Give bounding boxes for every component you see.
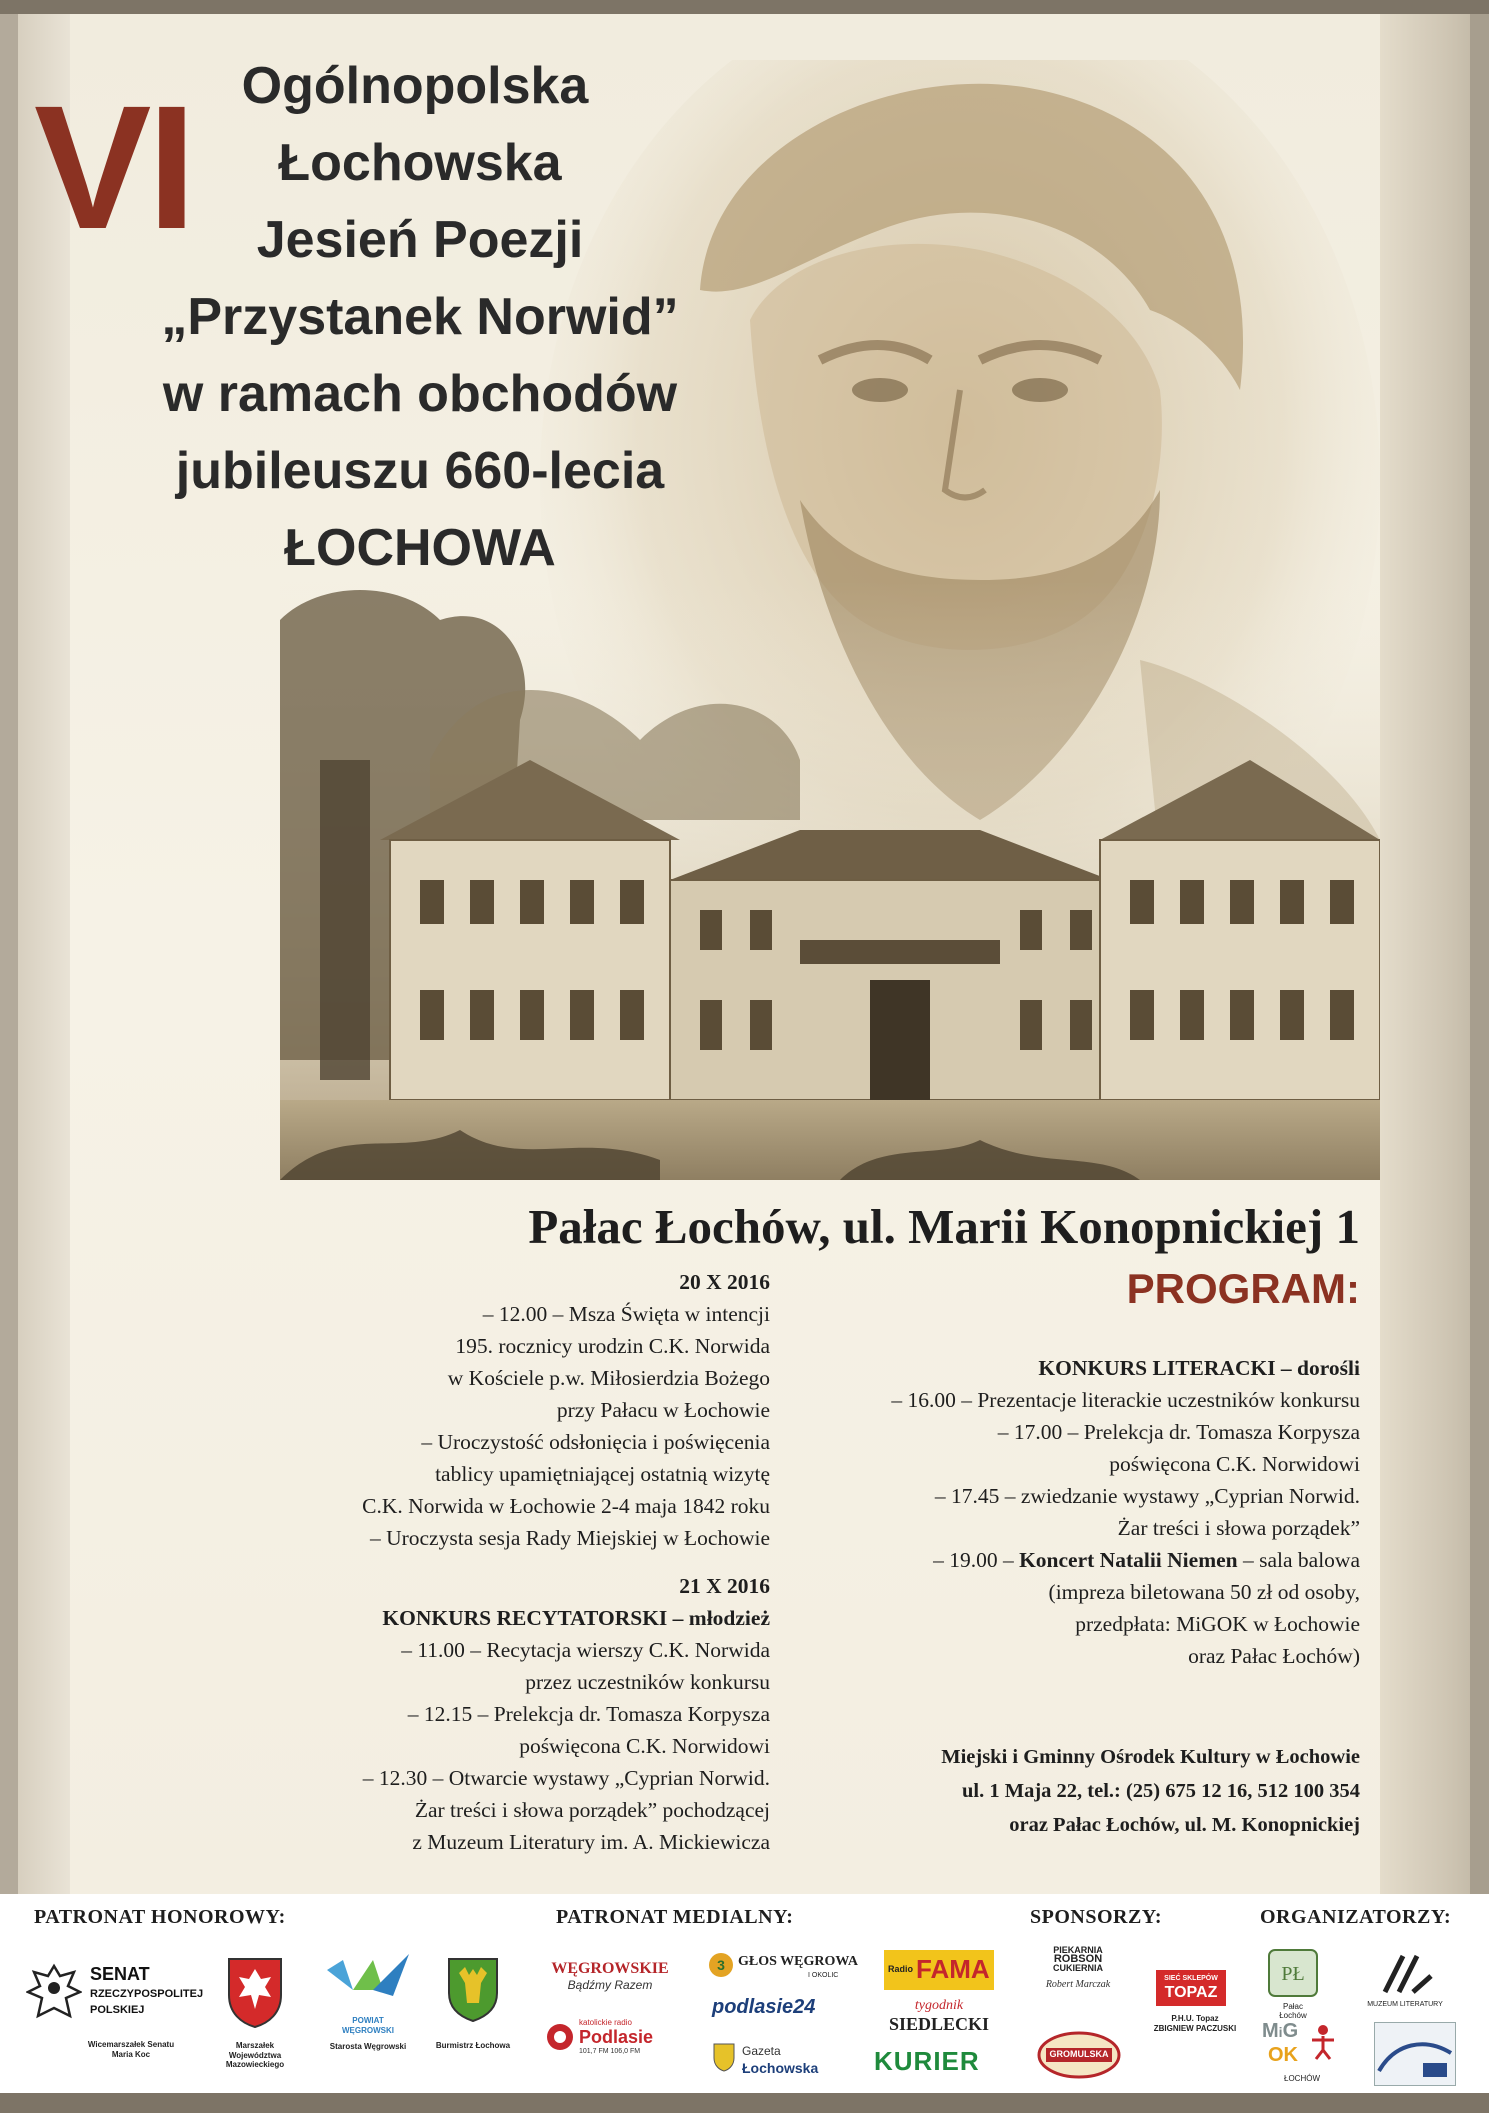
robson-bakery-logo	[1028, 1946, 1128, 2026]
migok-i: i	[1278, 2024, 1283, 2040]
wegrowskie-tagline: Bądźmy Razem	[567, 1978, 653, 1992]
right-border-line	[1470, 14, 1489, 1894]
podlasie24-logo	[712, 1996, 862, 2022]
honorary-patronage-heading: PATRONAT HONOROWY:	[34, 1906, 286, 1928]
program-line: poświęcona C.K. Norwidowi	[519, 1734, 770, 1758]
portrait-eye-right	[1012, 378, 1068, 402]
burmistrz-caption: Burmistrz Łochowa	[435, 2041, 511, 2050]
exhibition-poster-thumbnail	[1374, 2022, 1456, 2086]
dancer-icon	[1308, 2024, 1338, 2060]
program-line: – Uroczystość odsłonięcia i poświęcenia	[421, 1430, 770, 1454]
eagle-icon	[26, 1962, 82, 2028]
migok-g: G	[1282, 2020, 1299, 2042]
organizers-heading: ORGANIZATORZY:	[1260, 1906, 1452, 1928]
lochow-crest-logo	[428, 1955, 518, 2085]
radio-name: Podlasie	[579, 2027, 654, 2047]
program-line: – 12.30 – Otwarcie wystawy „Cyprian Norwid.	[362, 1766, 770, 1790]
palac-lochow-logo	[1258, 1946, 1328, 2020]
program-line: przedpłata: MiGOK w Łochowie	[1075, 1612, 1360, 1636]
topaz-top: SIEĆ SKLEPÓW	[1164, 1975, 1218, 1982]
program-line: 195. rocznicy urodzin C.K. Norwida	[455, 1334, 770, 1358]
title-line: Ogólnopolska	[241, 57, 589, 115]
robson-name: ROBSON	[1053, 1953, 1103, 1965]
radio-top-text: katolickie radio	[579, 2018, 632, 2027]
concert-time: – 19.00 –	[933, 1548, 1014, 1572]
topaz-name: TOPAZ	[1164, 1984, 1218, 2001]
fama-prefix: Radio	[888, 1964, 914, 1974]
program-line: z Muzeum Literatury im. A. Mickiewicza	[412, 1830, 770, 1854]
edition-numeral: VI	[34, 70, 193, 266]
glos-subtitle: I OKOLIC	[808, 1972, 839, 1979]
moose-shield-icon	[445, 1955, 501, 2023]
gazeta-line2: Łochowska	[742, 2060, 819, 2076]
powiat-caption1: POWIAT	[352, 2016, 384, 2025]
title-line: ŁOCHOWA	[284, 519, 556, 577]
program-line: – Uroczysta sesja Rady Miejskiej w Łochowie	[369, 1526, 770, 1550]
program-right-column	[790, 1352, 1360, 1672]
title-line: w ramach obchodów	[162, 365, 678, 423]
migok-m: M	[1262, 2020, 1279, 2042]
wegrowskie-name: WĘGROWSKIE	[551, 1960, 669, 1977]
robson-top: PIEKARNIA	[1053, 1945, 1103, 1955]
literary-contest-title: KONKURS LITERACKI – dorośli	[1038, 1356, 1360, 1380]
fama-name: FAMA	[916, 1954, 990, 1984]
portrait-eye-left	[852, 378, 908, 402]
podlasie24-name: podlasie24	[712, 1996, 816, 2018]
sponsors-heading: SPONSORZY:	[1030, 1906, 1163, 1928]
muzeum-literatury-logo	[1340, 1952, 1470, 2012]
program-line: Żar treści i słowa porządek” pochodzącej	[414, 1798, 770, 1822]
title-line: Łochowska	[278, 134, 562, 192]
media-patronage-heading: PATRONAT MEDIALNY:	[556, 1906, 794, 1928]
migok-logo	[1262, 2020, 1342, 2090]
robson-subtitle: CUKIERNIA	[1052, 1963, 1103, 1973]
powiat-logo	[318, 1950, 418, 2080]
migok-ok: OK	[1268, 2044, 1298, 2066]
migok-mark	[1262, 2020, 1298, 2043]
left-border-band	[0, 14, 18, 1894]
program-line: w Kościele p.w. Miłosierdzia Bożego	[447, 1366, 770, 1390]
senat-caption2: Maria Koc	[111, 2050, 151, 2059]
title-line: jubileuszu 660-lecia	[175, 442, 665, 500]
bottom-frame-bar	[0, 2093, 1489, 2113]
senat-logo	[26, 1960, 206, 2080]
exhibition-image-icon	[1375, 2023, 1455, 2085]
senat-name: SENAT	[90, 1964, 150, 1984]
radio-fama-logo	[884, 1950, 994, 1990]
program-line: C.K. Norwida w Łochowie 2-4 maja 1842 roku	[362, 1494, 770, 1518]
radio-icon	[545, 2022, 575, 2052]
gazeta-lochowska-logo	[712, 2040, 832, 2084]
tree-trunk	[320, 760, 370, 1080]
senat-line3: POLSKIEJ	[90, 2004, 145, 2016]
glos-name: GŁOS WĘGROWA	[738, 1954, 858, 1969]
left-border-band-light	[18, 14, 70, 1894]
tygodnik-line2: SIEDLECKI	[888, 2014, 990, 2034]
title-line: Jesień Poezji	[256, 211, 584, 269]
program-heading: PROGRAM:	[1126, 1265, 1360, 1312]
shield-icon	[225, 1955, 285, 2029]
program-line: – 17.00 – Prelekcja dr. Tomasza Korpysza	[997, 1420, 1360, 1444]
gazeta-line1: Gazeta	[742, 2044, 781, 2058]
robson-signature: Robert Marczak	[1045, 1979, 1111, 1990]
palac-caption2: Łochów	[1279, 2011, 1307, 2020]
tygodnik-line1: tygodnik	[914, 1998, 964, 2013]
program-left-column	[240, 1266, 770, 1858]
program-line: oraz Pałac Łochów)	[1188, 1644, 1360, 1668]
program-line: przy Pałacu w Łochowie	[556, 1398, 770, 1422]
program-line: tablicy upamiętniającej ostatnią wizytę	[435, 1462, 770, 1486]
glos-wegrowa-logo	[708, 1950, 858, 1984]
svg-text:PŁ: PŁ	[1281, 1963, 1305, 1985]
organizer-contact	[790, 1740, 1360, 1842]
gromulska-logo	[1036, 2030, 1122, 2080]
program-line: (impreza biletowana 50 zł od osoby,	[1048, 1580, 1360, 1604]
kurier-name: KURIER	[874, 2046, 980, 2076]
concert-name: Koncert Natalii Niemen	[1019, 1548, 1238, 1572]
organizer-line: ul. 1 Maja 22, tel.: (25) 675 12 16, 512 100 354	[962, 1780, 1360, 1802]
kurier-logo	[874, 2046, 1004, 2082]
program-line: – 12.00 – Msza Święta w intencji	[482, 1302, 770, 1326]
venue-address: Pałac Łochów, ul. Marii Konopnickiej 1	[528, 1199, 1360, 1254]
mazowsze-caption2: Województwa Mazowieckiego	[225, 2051, 285, 2069]
program-line: Żar treści i słowa porządek”	[1117, 1516, 1360, 1540]
tygodnik-siedlecki-logo	[884, 1998, 994, 2042]
program-line: – 12.15 – Prelekcja dr. Tomasza Korpysza	[407, 1702, 770, 1726]
program-line: poświęcona C.K. Norwidowi	[1109, 1452, 1360, 1476]
senat-line2: RZECZYPOSPOLITEJ	[90, 1988, 204, 2000]
migok-caption: ŁOCHÓW	[1284, 2074, 1320, 2083]
palac-caption1: Pałac	[1282, 2002, 1303, 2011]
organizer-line: Miejski i Gminny Ośrodek Kultury w Łochowie	[941, 1746, 1360, 1768]
glos-icon	[708, 1952, 734, 1978]
muzeum-caption: MUZEUM LITERATURY	[1367, 2001, 1443, 2008]
powiat-caption3: Starosta Węgrowski	[329, 2042, 407, 2051]
wegrowskie-logo	[540, 1960, 680, 2000]
day1-date: 20 X 2016	[679, 1270, 770, 1294]
powiat-mark-icon	[323, 1950, 413, 2012]
senat-caption1: Wicemarszałek Senatu	[87, 2040, 175, 2049]
topaz-caption1: P.H.U. Topaz	[1171, 2014, 1219, 2023]
recitation-contest-title: KONKURS RECYTATORSKI – młodzież	[382, 1606, 770, 1630]
radio-podlasie-logo	[545, 2018, 675, 2058]
mazowsze-caption1: Marszałek	[235, 2041, 275, 2050]
radio-frequency: 101,7 FM 106,0 FM	[579, 2048, 641, 2055]
program-line: – 17.45 – zwiedzanie wystawy „Cyprian Norwid.	[934, 1484, 1360, 1508]
muzeum-mark-icon	[1375, 1952, 1435, 1996]
program-line: – 11.00 – Recytacja wierszy C.K. Norwida	[401, 1638, 770, 1662]
program-line: przez uczestników konkursu	[525, 1670, 770, 1694]
powiat-caption2: WĘGROWSKI	[342, 2026, 394, 2035]
svg-text:3: 3	[717, 1957, 725, 1973]
topaz-caption2: ZBIGNIEW PACZUSKI	[1153, 2024, 1237, 2033]
gromulska-name: GROMULSKA	[1049, 2049, 1109, 2059]
day2-date: 21 X 2016	[679, 1574, 770, 1598]
concert-location: – sala balowa	[1242, 1548, 1360, 1572]
topaz-logo	[1140, 1970, 1250, 2070]
organizer-line: oraz Pałac Łochów, ul. M. Konopnickiej	[1009, 1814, 1360, 1836]
top-frame-bar	[0, 0, 1489, 14]
crest-small-icon	[712, 2042, 736, 2072]
palace-crest-icon	[1265, 1946, 1321, 2000]
program-line: – 16.00 – Prezentacje literackie uczestników konkursu	[891, 1388, 1360, 1412]
mazowsze-crest-logo	[200, 1955, 310, 2085]
title-line: „Przystanek Norwid”	[161, 288, 679, 346]
event-title	[100, 48, 740, 587]
concert-line	[790, 1544, 1360, 1576]
